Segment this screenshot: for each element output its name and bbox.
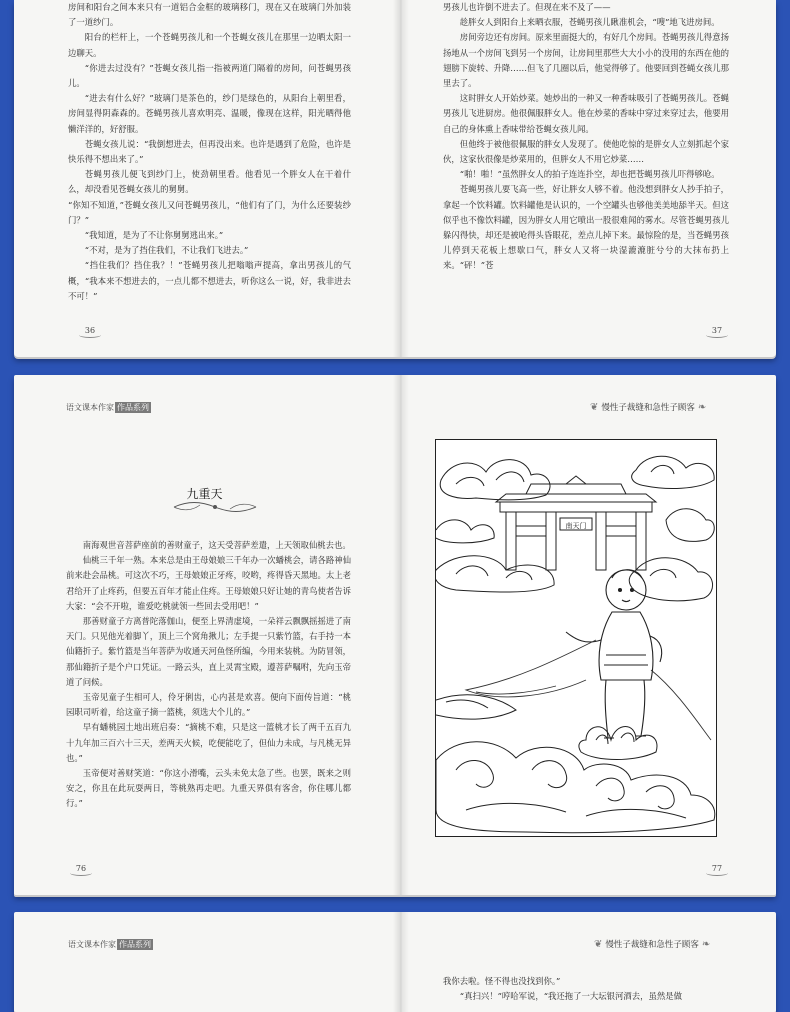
page-37-text [443,0,729,274]
paragraph: “我知道，是为了不让你舅舅逃出来。” [84,230,224,241]
gate-plaque: 南天门 [565,522,587,530]
paragraph: 玉帝见童子生相可人，伶牙俐齿，心内甚是欢喜。便向下面传旨道：“桃园职司听着，给这童子摘一篮桃，须选大个儿的。” [66,692,351,718]
page-right-partial [395,912,776,1012]
paragraph: 苍蝇男孩儿便飞到纱门上，使劲朝里看。他看见一个胖女人在干着什么，却没看见苍蝇女孩儿的舅舅。 [68,169,351,195]
paragraph: “不对，是为了挡住我们，不让我们飞进去。” [84,245,249,256]
paragraph: “进去有什么好？”玻璃门是茶色的，纱门是绿色的，从阳台上朝里看，房间显得阴森森的。苍蝇男孩儿喜欢明亮、温暖，像现在这样，阳光晒得他懒洋洋的，好舒服。 [68,93,351,134]
ornament-right-icon: ❧ [701,938,711,950]
series-name: 语文课本作家 [68,940,116,949]
series-tag: 作品系列 [117,403,149,412]
page-36 [14,0,395,357]
ornament-left-icon: ❦ [594,938,603,950]
book-spread-partial [14,912,776,1012]
paragraph: 趁胖女人到阳台上来晒衣服，苍蝇男孩儿瞅准机会，“嗖”地飞进房间。 [459,17,720,28]
paragraph: 这时胖女人开始炒菜。她炒出的一种又一种香味吸引了苍蝇男孩儿。苍蝇男孩儿飞进厨房。他很佩服胖女人。他在炒菜的香味中穿过来穿过去，他要用自己的身体熏上香味带给苍蝇女孩儿闻。 [443,93,729,134]
illustration-drawing [436,440,716,836]
book-spread-pages-76-77 [14,375,776,895]
paragraph: 玉帝便对善财笑道：“你这小滑嘴，云头未免太急了些。也罢，既来之则安之，你且在此玩耍两日，等桃熟再走吧。九重天界俱有客舍，你住哪儿都行。” [66,768,351,809]
paragraph: 男孩儿也许倒不进去了。但现在来不及了—— [443,2,611,12]
series-header [68,939,153,950]
page-36-text [68,0,351,304]
paragraph: 那善财童子方离普陀落伽山，便至上界清虚境，一朵祥云飘飘摇摇进了南天门。只见他光着脚丫，顶上三个窝角揪儿；左手提一只紫竹篮，右手持一本仙籍折子。紫竹篮是当年菩萨为收通天河鱼怪所编，今用来装桃。为防冒领，那仙籍折子是个户口凭证。一路云头，直上灵霄宝殿，遵菩萨嘱咐，先向玉帝道了问候。 [66,616,351,687]
book-title: 慢性子裁缝和急性子顾客 [601,403,695,413]
series-header [66,402,151,413]
paragraph: 南海观世音菩萨座前的善财童子，这天受菩萨差遣，上天领取仙桃去也。 [82,540,351,550]
page-number: 76 [71,864,91,873]
paragraph: 我你去啦。怪不得也没找到你。” [443,976,561,986]
boy-on-cloud-illustration [435,439,717,837]
paragraph: 早有蟠桃园土地出班启奏：“摘桃不难，只是这一篮桃才长了两千五百九十九年加三百六十三天，差两天火候，吃便能吃了，但仙力未成，与凡桃无异也。” [66,722,351,763]
paragraph: 但他终于被他很佩服的胖女人发现了。使他吃惊的是胖女人立刻抓起个家伙，这家伙很像是炒菜用的，但胖女人不用它炒菜…… [443,138,729,165]
page-number: 37 [707,326,727,335]
book-spread-pages-36-37 [14,0,776,357]
page-number: 77 [707,864,727,873]
book-title: 慢性子裁缝和急性子顾客 [605,940,699,950]
paragraph: 仙桃三千年一熟。本来总是由王母娘娘三千年办一次蟠桃会，请各路神仙前来赴会品桃。可这次不巧，王母娘娘正牙疼，咬哟，疼得昏天黑地。太上老君给开了止疼药，但要五百年才能止住疼。王母娘娘只好让她的青鸟使者告诉大家：“会不开啦，谁爱吃桃就领一些回去受用吧！” [66,555,351,611]
page-76 [14,375,395,895]
title-ornament-icon [170,499,260,515]
paragraph: 房间旁边还有房间。原来里面挺大的，有好几个房间。苍蝇男孩儿得意扬扬地从一个房间飞到另一个房间，让房间里那些大大小小的没用的东西在他的翅膀下旋转、升降……但飞了几圈以后，他觉得够了。他要回到苍蝇女孩儿那里去了。 [443,32,729,89]
page-number: 36 [80,326,100,335]
series-name: 语文课本作家 [66,403,114,412]
paragraph: “挡住我们？挡住我？！”苍蝇男孩儿把嗡嗡声提高，拿出男孩儿的气概，“我本来不想进去的，一点儿都不想进去，听你这么一说，好，我非进去不可！” [68,260,351,301]
page-76-text [66,538,351,812]
paragraph: “啪！啪！”虽然胖女人的拍子连连扑空，却也把苍蝇男孩儿吓得够呛。 [459,169,720,180]
ornament-right-icon: ❧ [697,401,707,413]
page-37 [395,0,776,357]
paragraph: 苍蝇女孩儿说：“我倒想进去，但再没出来。也许是遇到了危险，也许是快乐得不想出来了。” [68,138,351,165]
paragraph: “你进去过没有？”苍蝇女孩儿指一指被两道门隔着的房间，问苍蝇男孩儿。 [68,62,351,89]
paragraph: 房间和阳台之间本来只有一道铝合金框的玻璃移门，现在又在玻璃门外加装了一道纱门。 [68,2,351,28]
chapter-title: 九重天 [186,487,223,501]
book-header [591,938,713,950]
paragraph: 阳台的栏杆上，一个苍蝇男孩儿和一个苍蝇女孩儿在那里一边晒太阳一边聊天。 [68,32,351,58]
paragraph: “真扫兴！”哼哈军说，“我还拖了一大坛银河酒去，虽然是做 [459,991,683,1002]
series-tag: 作品系列 [119,940,151,949]
ornament-left-icon: ❦ [590,401,599,413]
page-77 [395,375,776,895]
book-header [587,401,709,413]
paragraph: 苍蝇男孩儿要飞高一些，好让胖女人够不着。他没想到胖女人抄手拍子，拿起一个饮料罐。饮料罐他是认识的，一个空罐头也够他美美地舔半天。但这似乎也不像饮料罐，因为胖女人用它喷出一股很难闻的雾水。尽管苍蝇男孩儿躲闪得快，却还是被呛得头昏眼花，差点儿掉下来。最惊险的是，当苍蝇男孩儿停到天花板上想歇口气，胖女人又将一块湿漉漉脏兮兮的大抹布扔上来。“砰！”苍 [443,184,729,271]
paragraph: “你知不知道，”苍蝇女孩儿又问苍蝇男孩儿，“他们有了门，为什么还要装纱门？” [68,199,351,225]
page-left-partial [14,912,395,1012]
